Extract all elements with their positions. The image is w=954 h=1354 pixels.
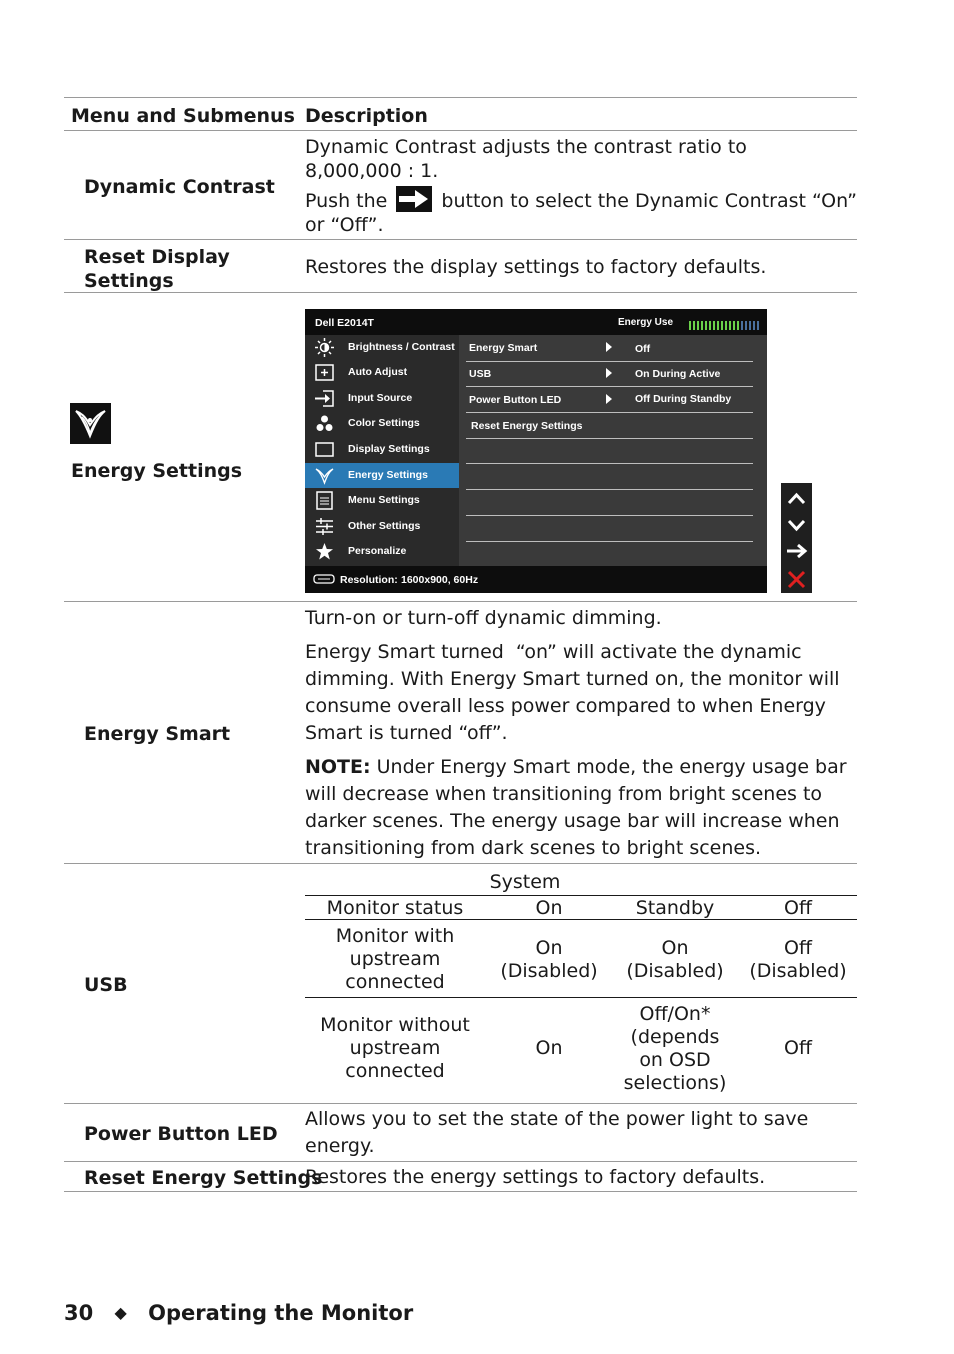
es-p3-l2: will decrease when transitioning from bright scenes to <box>305 783 823 805</box>
osd-divider <box>466 438 753 439</box>
osd-sub-energy-smart-value: Off <box>635 343 651 355</box>
rule-after-energy-settings <box>64 601 857 602</box>
power-led-label: Power Button LED <box>84 1123 278 1145</box>
reset-display-desc: Restores the display settings to factory defaults. <box>305 256 767 278</box>
header-rule <box>64 130 857 131</box>
energy-settings-label: Energy Settings <box>71 460 243 482</box>
osd-menu-label: Menu Settings <box>348 494 420 506</box>
rule-after-dynamic-contrast <box>64 239 857 240</box>
osd-model: Dell E2014T <box>315 317 374 329</box>
es-p3-l4: transitioning from dark scenes to bright scenes. <box>305 837 762 859</box>
usb-r1-standby-l1: On <box>661 937 689 959</box>
display-icon <box>315 440 334 459</box>
usb-col-standby: Standby <box>635 897 715 919</box>
energy-use-bar <box>689 317 759 326</box>
osd-menu-label: Input Source <box>348 392 413 404</box>
star-icon <box>315 542 334 561</box>
osd-menu-personalize[interactable] <box>305 539 459 564</box>
rule-after-usb <box>64 1103 857 1104</box>
es-p2-l1: Energy Smart turned “on” will activate the dynamic <box>305 641 802 663</box>
usb-r2-standby-l4: selections) <box>623 1072 727 1094</box>
es-p2 <box>305 639 850 747</box>
osd-menu-label: Auto Adjust <box>348 366 408 378</box>
es-p3 <box>305 754 850 862</box>
power-led-desc <box>305 1106 850 1160</box>
sliders-icon <box>315 517 334 536</box>
usb-row2-status <box>305 1014 485 1083</box>
dc-push-line <box>305 186 857 215</box>
osd-menu-color-settings[interactable] <box>305 411 459 436</box>
osd-menu-label: Energy Settings <box>348 469 428 481</box>
chevron-right-icon <box>606 368 612 378</box>
chevron-right-icon <box>606 394 612 404</box>
rule-after-energy-smart <box>64 863 857 864</box>
energy-smart-desc <box>305 605 850 862</box>
energy-leaf-icon <box>315 466 334 485</box>
es-p2-l4: Smart is turned “off”. <box>305 722 508 744</box>
dc-push-suffix: button to select the Dynamic Contrast “On” <box>441 190 857 212</box>
up-chevron-icon[interactable] <box>789 495 804 503</box>
top-rule <box>64 97 857 98</box>
page-footer <box>64 1299 413 1327</box>
usb-r2-standby-l3: on OSD <box>639 1049 711 1071</box>
rule-after-power-led <box>64 1161 857 1162</box>
osd-sub-energy-smart[interactable]: Energy Smart <box>469 342 538 354</box>
display-port-icon <box>313 574 335 584</box>
energy-settings-icon <box>70 403 111 444</box>
page-number: 30 <box>64 1301 94 1325</box>
osd-menu-display-settings[interactable] <box>305 437 459 462</box>
right-arrow-icon[interactable] <box>787 545 805 557</box>
right-arrow-button-icon <box>396 186 432 212</box>
usb-rule-2 <box>305 919 857 920</box>
osd-menu-menu-settings[interactable] <box>305 488 459 513</box>
es-p1: Turn-on or turn-off dynamic dimming. <box>305 607 662 629</box>
usb-label: USB <box>84 974 128 996</box>
usb-r2-status-l2: upstream <box>349 1037 441 1059</box>
usb-r1-status-l2: upstream <box>349 948 441 970</box>
reset-energy-desc: Restores the energy settings to factory defaults. <box>305 1166 766 1188</box>
osd-menu-label: Color Settings <box>348 417 420 429</box>
energy-smart-label: Energy Smart <box>84 723 231 745</box>
osd-sub-power-led[interactable]: Power Button LED <box>469 394 562 406</box>
es-p2-l3: consume overall less power compared to when Energy <box>305 695 826 717</box>
reset-energy-label: Reset Energy Settings <box>84 1167 323 1189</box>
chevron-right-icon <box>606 342 612 352</box>
osd-divider <box>466 463 753 464</box>
osd-energy-use-label: Energy Use <box>618 317 674 328</box>
osd-menu-label: Personalize <box>348 545 407 557</box>
usb-r1-on-l1: On <box>535 937 563 959</box>
usb-r2-standby-l2: (depends <box>630 1026 720 1048</box>
usb-row2-on: On <box>535 1037 563 1059</box>
osd-menu-auto-adjust[interactable] <box>305 360 459 385</box>
osd-divider <box>466 386 753 387</box>
osd-divider <box>466 515 753 516</box>
color-dots-icon <box>315 414 334 433</box>
usb-r1-off-l2: (Disabled) <box>749 960 847 982</box>
usb-row1-off <box>742 937 854 983</box>
dc-line2: 8,000,000 : 1. <box>305 160 439 182</box>
osd-menu-input-source[interactable] <box>305 386 459 411</box>
rule-after-reset-display <box>64 292 857 293</box>
osd-sub-usb-value: On During Active <box>635 368 721 380</box>
usb-row2-off: Off <box>783 1037 813 1059</box>
osd-resolution-label: Resolution: <box>340 574 398 586</box>
osd-status-bar <box>305 566 767 593</box>
osd-menu-label: Other Settings <box>348 520 421 532</box>
menu-doc-icon <box>315 491 334 510</box>
usb-row2-standby <box>613 1003 737 1095</box>
osd-sub-usb[interactable]: USB <box>469 368 492 380</box>
usb-col-monitor-status: Monitor status <box>326 897 464 919</box>
usb-r2-standby-l1: Off/On* <box>639 1003 711 1025</box>
usb-r1-standby-l2: (Disabled) <box>626 960 724 982</box>
close-icon[interactable] <box>789 572 804 587</box>
input-source-icon <box>315 389 334 408</box>
usb-r2-status-l1: Monitor without <box>320 1014 470 1036</box>
osd-divider <box>466 412 753 413</box>
footer-section-title: Operating the Monitor <box>148 1301 414 1325</box>
usb-col-on: On <box>535 897 563 919</box>
osd-menu-label: Brightness / Contrast <box>348 341 455 353</box>
reset-display-label-l1: Reset Display <box>84 246 230 268</box>
osd-menu-other-settings[interactable] <box>305 514 459 539</box>
usb-r1-status-l3: connected <box>345 971 445 993</box>
usb-row1-standby <box>613 937 737 983</box>
bottom-rule <box>64 1191 857 1192</box>
osd-resolution-value: 1600x900, 60Hz <box>401 574 479 586</box>
usb-rule-3 <box>305 997 857 998</box>
osd-screenshot <box>305 309 767 593</box>
usb-r2-status-l3: connected <box>345 1060 445 1082</box>
dc-line4: or “Off”. <box>305 214 384 236</box>
usb-rule-1 <box>305 895 857 896</box>
usb-r1-status-l1: Monitor with <box>335 925 455 947</box>
dc-push-prefix: Push the <box>305 190 388 212</box>
note-label: NOTE: <box>305 756 371 778</box>
auto-adjust-icon <box>315 363 334 382</box>
dc-line1: Dynamic Contrast adjusts the contrast ratio to <box>305 136 747 158</box>
osd-divider <box>466 541 753 542</box>
footer-diamond: ◆ <box>114 1303 127 1322</box>
usb-r1-on-l2: (Disabled) <box>500 960 598 982</box>
osd-divider <box>466 361 753 362</box>
es-p3-l3: darker scenes. The energy usage bar will increase when <box>305 810 840 832</box>
osd-divider <box>466 489 753 490</box>
es-p2-l2: dimming. With Energy Smart turned on, the monitor will <box>305 668 840 690</box>
osd-menu-brightness-contrast[interactable] <box>305 335 459 360</box>
header-description: Description <box>305 105 428 127</box>
reset-display-label <box>84 245 230 293</box>
pl-line1: Allows you to set the state of the power light to save <box>305 1108 809 1130</box>
osd-side-buttons <box>781 483 812 593</box>
usb-system-header: System <box>489 871 561 893</box>
dynamic-contrast-label: Dynamic Contrast <box>84 176 275 198</box>
usb-col-off: Off <box>783 897 813 919</box>
dynamic-contrast-desc <box>305 134 857 239</box>
pl-line2: energy. <box>305 1135 375 1157</box>
osd-menu-label: Display Settings <box>348 443 430 455</box>
usb-r1-off-l1: Off <box>783 937 813 959</box>
es-p3-l1-wrap <box>305 754 850 781</box>
osd-sub-reset-energy[interactable]: Reset Energy Settings <box>471 420 583 432</box>
es-p3-l1: Under Energy Smart mode, the energy usage bar <box>370 756 847 778</box>
usb-row1-status <box>305 925 485 994</box>
osd-title-bar <box>305 309 767 335</box>
header-menu-submenus: Menu and Submenus <box>71 105 295 127</box>
down-chevron-icon[interactable] <box>789 521 804 529</box>
usb-row1-on <box>495 937 603 983</box>
sun-icon <box>315 338 334 357</box>
reset-display-label-l2: Settings <box>84 270 174 292</box>
osd-sub-power-led-value: Off During Standby <box>635 393 732 405</box>
osd-menu-energy-settings[interactable] <box>305 463 459 488</box>
